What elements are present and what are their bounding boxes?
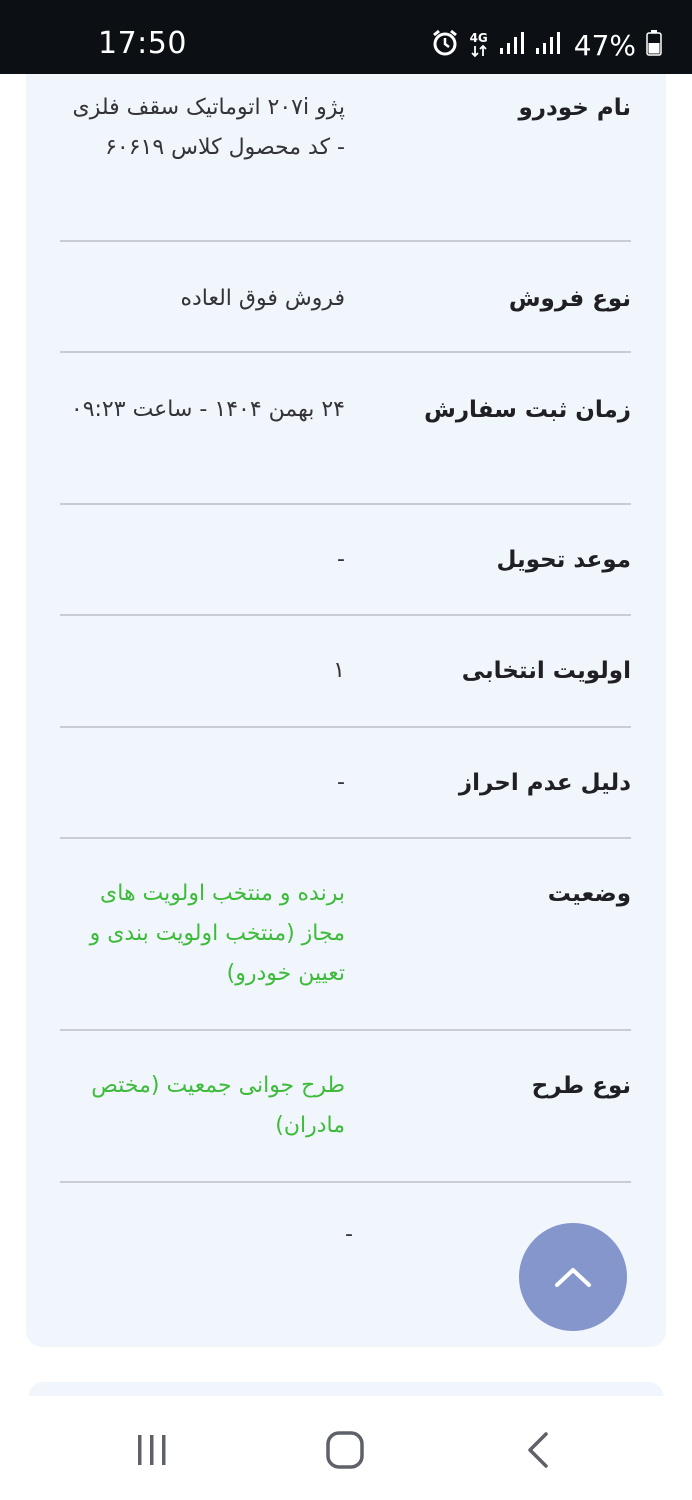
detail-label: نام خودرو bbox=[518, 95, 631, 121]
detail-value: - bbox=[337, 770, 345, 795]
back-button[interactable] bbox=[508, 1426, 568, 1474]
divider bbox=[60, 837, 631, 839]
detail-value: ۲۴ بهمن ۱۴۰۴ - ساعت ۰۹:۲۳ bbox=[70, 397, 345, 422]
plan-type-value: طرح جوانی جمعیت (مختص مادران) bbox=[91, 1073, 345, 1138]
divider bbox=[60, 240, 631, 242]
recent-apps-button[interactable] bbox=[122, 1426, 182, 1474]
detail-label: اولویت انتخابی bbox=[461, 658, 631, 684]
detail-label: نوع طرح bbox=[531, 1073, 631, 1099]
detail-value: پژو ۲۰۷i اتوماتیک سقف فلزی - کد محصول کلاس ۶۰۶۱۹ bbox=[72, 95, 345, 160]
divider bbox=[60, 1029, 631, 1031]
detail-label: نوع فروش bbox=[508, 286, 631, 312]
status-bar bbox=[0, 0, 692, 74]
status-icons bbox=[430, 24, 662, 66]
divider bbox=[60, 503, 631, 505]
divider bbox=[60, 351, 631, 353]
divider bbox=[60, 1181, 631, 1183]
detail-value: فروش فوق العاده bbox=[180, 286, 345, 311]
chevron-up-icon bbox=[553, 1265, 593, 1289]
back-icon bbox=[524, 1431, 552, 1469]
next-card bbox=[28, 1382, 664, 1396]
detail-label: موعد تحویل bbox=[496, 547, 631, 573]
system-nav-bar bbox=[0, 1396, 692, 1500]
page-content bbox=[0, 74, 692, 1396]
divider bbox=[60, 726, 631, 728]
network-4g-icon: 4G bbox=[470, 32, 488, 58]
detail-value: - bbox=[337, 547, 345, 572]
detail-label: زمان ثبت سفارش bbox=[424, 397, 631, 423]
status-value: برنده و منتخب اولویت های مجاز (منتخب اولویت بندی و تعیین خودرو) bbox=[89, 881, 345, 986]
status-time: 17:50 bbox=[98, 26, 187, 61]
alarm-icon bbox=[430, 28, 460, 62]
signal-icon-2 bbox=[534, 30, 560, 60]
signal-icon bbox=[498, 30, 524, 60]
scroll-to-top-button[interactable] bbox=[519, 1223, 627, 1331]
battery-percent: 47% bbox=[573, 28, 636, 62]
order-details-card bbox=[26, 74, 666, 1347]
divider bbox=[60, 614, 631, 616]
battery-icon bbox=[646, 30, 662, 60]
detail-label: دلیل عدم احراز bbox=[458, 770, 631, 796]
home-icon bbox=[325, 1430, 365, 1470]
detail-value: - bbox=[345, 1222, 353, 1247]
recent-apps-icon bbox=[134, 1433, 170, 1467]
detail-value: ۱ bbox=[333, 658, 345, 683]
home-button[interactable] bbox=[315, 1426, 375, 1474]
detail-label: وضعیت bbox=[547, 881, 631, 907]
